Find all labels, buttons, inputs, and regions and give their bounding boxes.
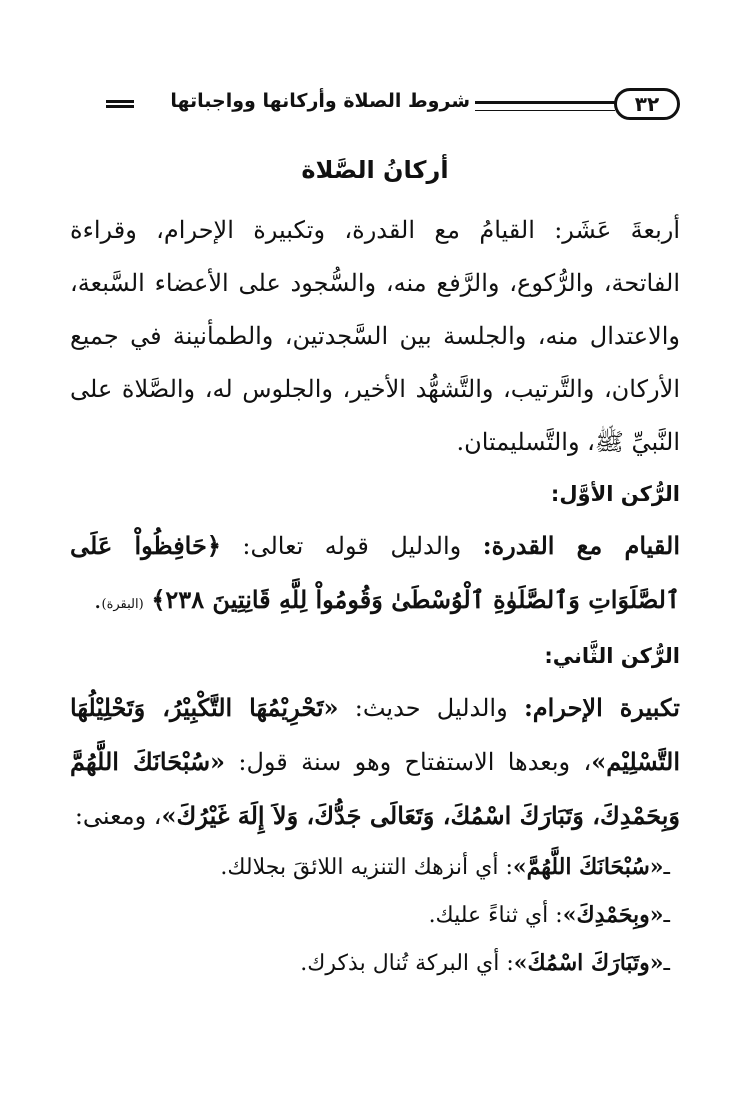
after-dua-text: ، ومعنى: <box>74 802 162 830</box>
meaning-explanation: : أي أنزهك التنزيه اللائقَ بجلالك. <box>220 855 513 880</box>
hadith-text: «تَحْرِيْمُهَا التَّكْبِيْرُ، وَتَحْلِيْلُهَا التَّسْلِيْم» <box>70 693 680 776</box>
pillar-one-heading: الرُّكن الأوَّل: <box>550 482 680 506</box>
bullet-marker: ـ <box>663 903 670 928</box>
pillar-two-evidence-intro: والدليل حديث: <box>354 694 508 722</box>
page-content <box>70 150 680 987</box>
header-dash-ornament <box>106 100 134 108</box>
list-item <box>70 891 670 939</box>
intro-paragraph: أربعةَ عَشَر: القيامُ مع القدرة، وتكبيرة الإحرام، وقراءة الفاتحة، والرُّكوع، والرَّفع منه، والسُّجود على الأعضاء السَّبعة، والاعتدال منه، والجلسة بين السَّجدتين، والطمأنينة في جميع الأركان، والتَّرتيب، والتَّشهُّد الأخير، والجلوس له، والصَّلاة على النَّبيِّ ﷺ، والتَّسليمتان. <box>70 216 680 456</box>
meaning-term: «وتَبَارَكَ اسْمُكَ» <box>513 950 664 976</box>
bullet-marker: ـ <box>663 855 670 880</box>
pillar-two-paragraph <box>70 681 680 843</box>
surah-reference: (البقرة) <box>101 597 144 612</box>
after-hadith-text: ، وبعدها الاستفتاح وهو سنة قول: <box>238 748 592 776</box>
meanings-list <box>70 843 680 987</box>
meaning-term: «وبِحَمْدِكَ» <box>562 902 664 928</box>
header-rule <box>475 101 615 111</box>
pillar-one-lead: القيام مع القدرة: <box>482 531 680 560</box>
running-title: شروط الصلاة وأركانها وواجباتها <box>170 90 470 112</box>
pillar-two-lead: تكبيرة الإحرام: <box>523 693 680 722</box>
bullet-marker: ـ <box>663 951 670 976</box>
opening-dua: «سُبْحَانَكَ اللَّهُمَّ وَبِحَمْدِكَ، وَتَبَارَكَ اسْمُكَ، وَتَعَالَى جَدُّكَ، وَلاَ إِلَهَ غَيْرُكَ» <box>70 747 680 830</box>
meaning-explanation: : أي البركة تُنال بذكرك. <box>300 951 514 976</box>
list-item <box>70 843 670 891</box>
meaning-explanation: : أي ثناءً عليك. <box>428 903 563 928</box>
pillar-one-evidence-intro: والدليل قوله تعالى: <box>242 532 462 560</box>
pillar-one-paragraph <box>70 519 680 631</box>
list-item <box>70 939 670 987</box>
pillar-one-end: . <box>93 586 102 614</box>
section-title: أركانُ الصَّلاة <box>301 156 449 184</box>
meaning-term: «سُبْحَانَكَ اللَّهُمَّ» <box>512 854 664 880</box>
page-header <box>60 86 680 126</box>
pillar-two-heading: الرُّكن الثَّاني: <box>544 644 680 668</box>
quran-verse: ﴿حَافِظُواْ عَلَى ٱلصَّلَوَاتِ وَٱلصَّلَوٰةِ ٱلْوُسْطَىٰ وَقُومُواْ لِلَّهِ قَانِتِينَ ٢٣٨﴾ <box>70 531 680 614</box>
page-number: ٣٢ <box>634 92 660 116</box>
page-number-badge <box>614 88 680 120</box>
